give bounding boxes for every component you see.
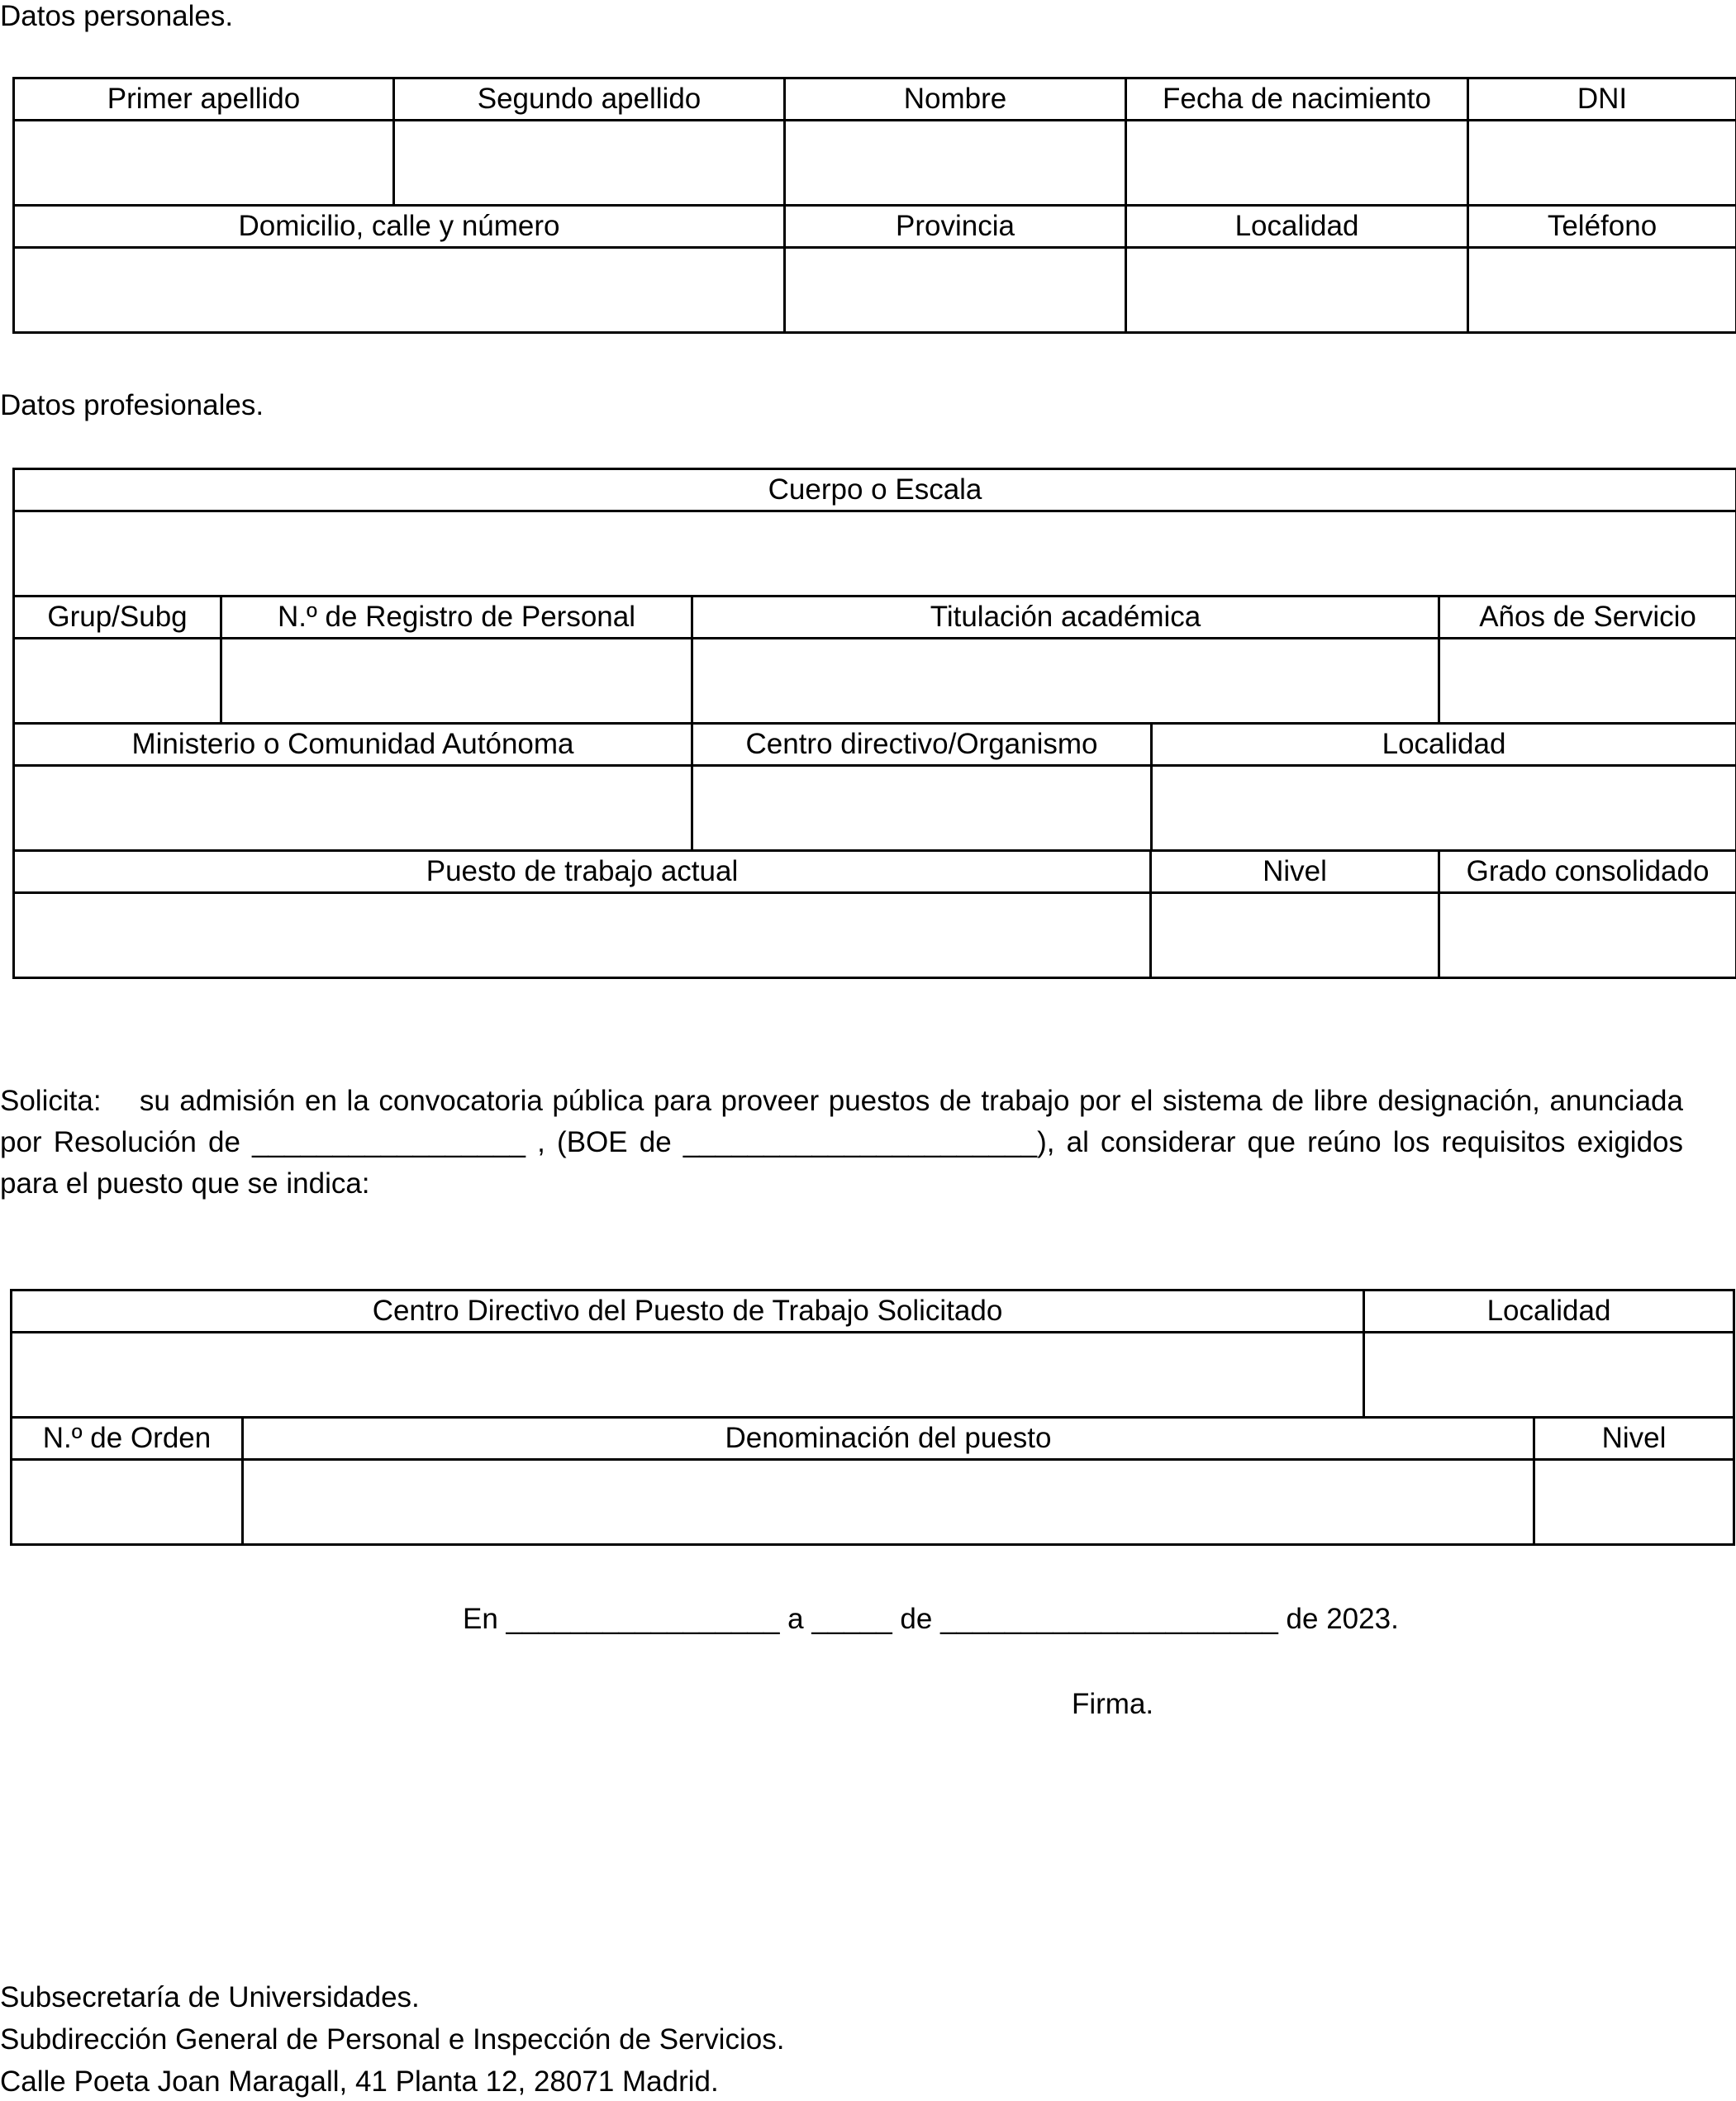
field-localidad-profesional[interactable] — [1152, 766, 1736, 851]
header-localidad-solicitada: Localidad — [1364, 1291, 1734, 1333]
field-cuerpo-escala[interactable] — [14, 511, 1736, 597]
header-numero-orden: N.º de Orden — [12, 1418, 243, 1460]
header-grup-subg: Grup/Subg — [14, 597, 221, 639]
header-localidad: Localidad — [1126, 206, 1468, 248]
field-localidad-solicitada[interactable] — [1364, 1333, 1734, 1418]
header-fecha-nacimiento: Fecha de nacimiento — [1126, 78, 1468, 121]
date-line: En _________________ a _____ de _____________________ de 2023. — [463, 1603, 1399, 1635]
header-primer-apellido: Primer apellido — [14, 78, 394, 121]
request-text: su admisión en la convocatoria pública para proveer puestos de trabajo por el sistema de libre designación, anunciada por Resolución de _________________ , (BOE de ______________________), al considerar que reúno los requisitos exigidos para el puesto que se indica: — [0, 1085, 1683, 1200]
header-cuerpo-escala: Cuerpo o Escala — [14, 469, 1736, 511]
professional-data-table — [12, 468, 1736, 979]
field-primer-apellido[interactable] — [14, 121, 394, 206]
request-paragraph — [0, 1081, 1683, 1205]
header-centro-directivo-solicitado: Centro Directivo del Puesto de Trabajo Solicitado — [12, 1291, 1364, 1333]
field-registro-personal[interactable] — [221, 639, 692, 724]
header-nivel-solicitado: Nivel — [1534, 1418, 1734, 1460]
field-fecha-nacimiento[interactable] — [1126, 121, 1468, 206]
field-provincia[interactable] — [785, 248, 1126, 333]
professional-heading: Datos profesionales. — [0, 389, 264, 421]
header-provincia: Provincia — [785, 206, 1126, 248]
field-localidad[interactable] — [1126, 248, 1468, 333]
signature-label: Firma. — [1072, 1688, 1154, 1720]
field-nivel-solicitado[interactable] — [1534, 1460, 1734, 1545]
header-telefono: Teléfono — [1468, 206, 1736, 248]
header-nombre: Nombre — [785, 78, 1126, 121]
footer-line-subsecretaria: Subsecretaría de Universidades. — [0, 1981, 420, 2013]
header-titulacion: Titulación académica — [692, 597, 1439, 639]
field-telefono[interactable] — [1468, 248, 1736, 333]
request-label: Solicita: — [0, 1085, 102, 1117]
header-puesto-actual: Puesto de trabajo actual — [14, 851, 1151, 893]
field-segundo-apellido[interactable] — [394, 121, 785, 206]
field-centro-directivo-solicitado[interactable] — [12, 1333, 1364, 1418]
header-ministerio: Ministerio o Comunidad Autónoma — [14, 724, 692, 766]
header-nivel: Nivel — [1151, 851, 1439, 893]
footer-line-address: Calle Poeta Joan Maragall, 41 Planta 12, 28071 Madrid. — [0, 2065, 719, 2098]
header-anos-servicio: Años de Servicio — [1439, 597, 1736, 639]
field-puesto-actual[interactable] — [14, 893, 1151, 978]
field-anos-servicio[interactable] — [1439, 639, 1736, 724]
header-registro-personal: N.º de Registro de Personal — [221, 597, 692, 639]
footer-line-subdireccion: Subdirección General de Personal e Inspección de Servicios. — [0, 2023, 785, 2056]
header-grado-consolidado: Grado consolidado — [1439, 851, 1736, 893]
field-grado-consolidado[interactable] — [1439, 893, 1736, 978]
header-dni: DNI — [1468, 78, 1736, 121]
personal-heading: Datos personales. — [0, 0, 234, 32]
header-denominacion-puesto: Denominación del puesto — [243, 1418, 1534, 1460]
field-domicilio[interactable] — [14, 248, 785, 333]
field-ministerio[interactable] — [14, 766, 692, 851]
field-centro-directivo[interactable] — [692, 766, 1152, 851]
personal-data-table — [12, 77, 1736, 334]
requested-position-table — [10, 1289, 1735, 1546]
field-titulacion[interactable] — [692, 639, 1439, 724]
field-nivel[interactable] — [1151, 893, 1439, 978]
header-segundo-apellido: Segundo apellido — [394, 78, 785, 121]
header-localidad-profesional: Localidad — [1152, 724, 1736, 766]
field-denominacion-puesto[interactable] — [243, 1460, 1534, 1545]
field-nombre[interactable] — [785, 121, 1126, 206]
header-centro-directivo: Centro directivo/Organismo — [692, 724, 1152, 766]
field-dni[interactable] — [1468, 121, 1736, 206]
header-domicilio: Domicilio, calle y número — [14, 206, 785, 248]
field-grup-subg[interactable] — [14, 639, 221, 724]
field-numero-orden[interactable] — [12, 1460, 243, 1545]
